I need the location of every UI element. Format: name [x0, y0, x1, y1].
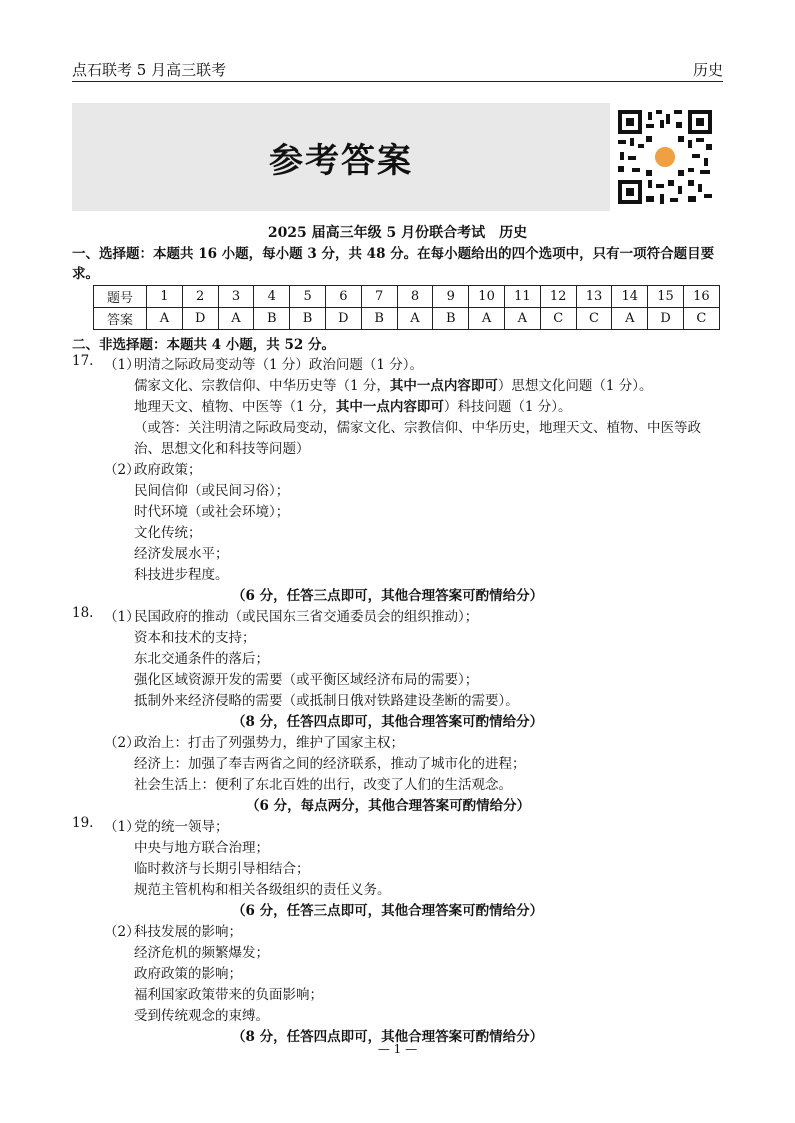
list-item: 党的统一领导； [134, 819, 229, 835]
part-label: （2） [104, 462, 140, 478]
list-item: 民国政府的推动（或民国东三省交通委员会的组织推动）； [134, 609, 479, 625]
table-cell: 15 [648, 286, 684, 308]
table-cell: D [648, 308, 684, 330]
answer-banner [72, 103, 610, 211]
table-cell: A [218, 308, 254, 330]
list-item: 经济上：加强了奉吉两省之间的经济联系，推动了城市化的进程； [134, 756, 526, 772]
list-item: 经济危机的频繁爆发； [134, 945, 269, 961]
table-cell: D [325, 308, 361, 330]
table-cell: C [540, 308, 576, 330]
question-number: 18. [72, 605, 94, 621]
list-item: 政府政策的影响； [134, 966, 242, 982]
table-cell: B [361, 308, 397, 330]
scoring-note: （8 分，任答四点即可，其他合理答案可酌情给分） [232, 714, 544, 730]
table-cell: D [182, 308, 218, 330]
answer-line [134, 395, 572, 415]
list-item: 科技进步程度。 [134, 567, 229, 583]
table-cell: A [612, 308, 648, 330]
row-label-numbers: 题号 [94, 286, 147, 308]
answer-table [93, 285, 720, 330]
answer-text: 地理天文、植物、中医等（1 分， [134, 399, 336, 415]
table-cell: C [576, 308, 612, 330]
list-item: 资本和技术的支持； [134, 630, 256, 646]
list-item: 规范主管机构和相关各级组织的责任义务。 [134, 882, 391, 898]
table-cell: 11 [504, 286, 540, 308]
list-item: 科技发展的影响； [134, 924, 242, 940]
banner-title: 参考答案 [269, 141, 413, 181]
table-cell: B [254, 308, 290, 330]
table-cell: 12 [540, 286, 576, 308]
table-cell: 9 [433, 286, 469, 308]
table-row [94, 286, 720, 308]
table-row [94, 308, 720, 330]
list-item: 临时救济与长期引导相结合； [134, 861, 310, 877]
list-item: 政府政策； [134, 462, 202, 478]
scoring-note: （8 分，任答四点即可，其他合理答案可酌情给分） [232, 1029, 544, 1045]
answer-text: ）科技问题（1 分）。 [443, 399, 572, 415]
list-item: 东北交通条件的落后； [134, 651, 269, 667]
table-cell: 7 [361, 286, 397, 308]
table-cell: A [147, 308, 183, 330]
part-label: （1） [104, 819, 140, 835]
section1-heading: 一、选择题：本题共 16 小题，每小题 3 分，共 48 分。在每小题给出的四个选项中，只有一项符合题目要求。 [72, 246, 715, 282]
table-cell: 16 [683, 286, 719, 308]
table-cell: 2 [182, 286, 218, 308]
scoring-note: （6 分，每点两分，其他合理答案可酌情给分） [246, 798, 531, 814]
table-cell: 3 [218, 286, 254, 308]
table-cell: A [397, 308, 433, 330]
table-cell: 14 [612, 286, 648, 308]
answer-line: 治、思想文化和科技等问题） [134, 441, 310, 457]
section2-heading: 二、非选择题：本题共 4 小题，共 52 分。 [72, 337, 335, 353]
table-cell: A [469, 308, 505, 330]
row-label-answers: 答案 [94, 308, 147, 330]
list-item: 政治上：打击了列强势力，维护了国家主权； [134, 735, 404, 751]
part-label: （2） [104, 924, 140, 940]
list-item: 受到传统观念的束缚。 [134, 1008, 269, 1024]
part-label: （2） [104, 735, 140, 751]
page-number: — 1 — [377, 1042, 418, 1056]
table-cell: C [683, 308, 719, 330]
list-item: 强化区域资源开发的需要（或平衡区域经济布局的需要）； [134, 672, 479, 688]
header-exam-name: 点石联考 5 月高三联考 [72, 61, 227, 79]
answer-note-inline: 其中一点内容即可 [389, 378, 498, 394]
scoring-note: （6 分，任答三点即可，其他合理答案可酌情给分） [232, 903, 544, 919]
page-header [72, 57, 723, 82]
question-number: 19. [72, 815, 94, 831]
list-item: 社会生活上：便利了东北百姓的出行，改变了人们的生活观念。 [134, 777, 512, 793]
answer-text: ）思想文化问题（1 分）。 [497, 378, 653, 394]
table-cell: 10 [469, 286, 505, 308]
table-cell: 13 [576, 286, 612, 308]
table-cell: B [433, 308, 469, 330]
part-label: （1） [104, 357, 140, 373]
list-item: 文化传统； [134, 525, 202, 541]
answer-line [134, 374, 653, 394]
answer-note-inline: 其中一点内容即可 [335, 399, 444, 415]
table-cell: 6 [325, 286, 361, 308]
answer-text: 儒家文化、宗教信仰、中华历史等（1 分， [134, 378, 390, 394]
list-item: 民间信仰（或民间习俗）； [134, 483, 290, 499]
table-cell: A [504, 308, 540, 330]
list-item: 福利国家政策带来的负面影响； [134, 987, 323, 1003]
list-item: 经济发展水平； [134, 546, 229, 562]
table-cell: 4 [254, 286, 290, 308]
answer-line: （或答：关注明清之际政局变动，儒家文化、宗教信仰、中华历史，地理天文、植物、中医等政 [134, 420, 701, 436]
scoring-note: （6 分，任答三点即可，其他合理答案可酌情给分） [232, 588, 544, 604]
list-item: 时代环境（或社会环境）； [134, 504, 290, 520]
header-subject: 历史 [692, 61, 723, 79]
table-cell: 1 [147, 286, 183, 308]
question-number: 17. [72, 353, 94, 369]
exam-title: 2025 届高三年级 5 月份联合考试 历史 [267, 225, 528, 241]
list-item: 抵制外来经济侵略的需要（或抵制日俄对铁路建设垄断的需要）。 [134, 693, 519, 709]
table-cell: B [290, 308, 326, 330]
table-cell: 8 [397, 286, 433, 308]
part-label: （1） [104, 609, 140, 625]
qr-code-icon [616, 108, 714, 206]
table-cell: 5 [290, 286, 326, 308]
list-item: 中央与地方联合治理； [134, 840, 269, 856]
answer-line: 明清之际政局变动等（1 分）政治问题（1 分）。 [134, 357, 424, 373]
